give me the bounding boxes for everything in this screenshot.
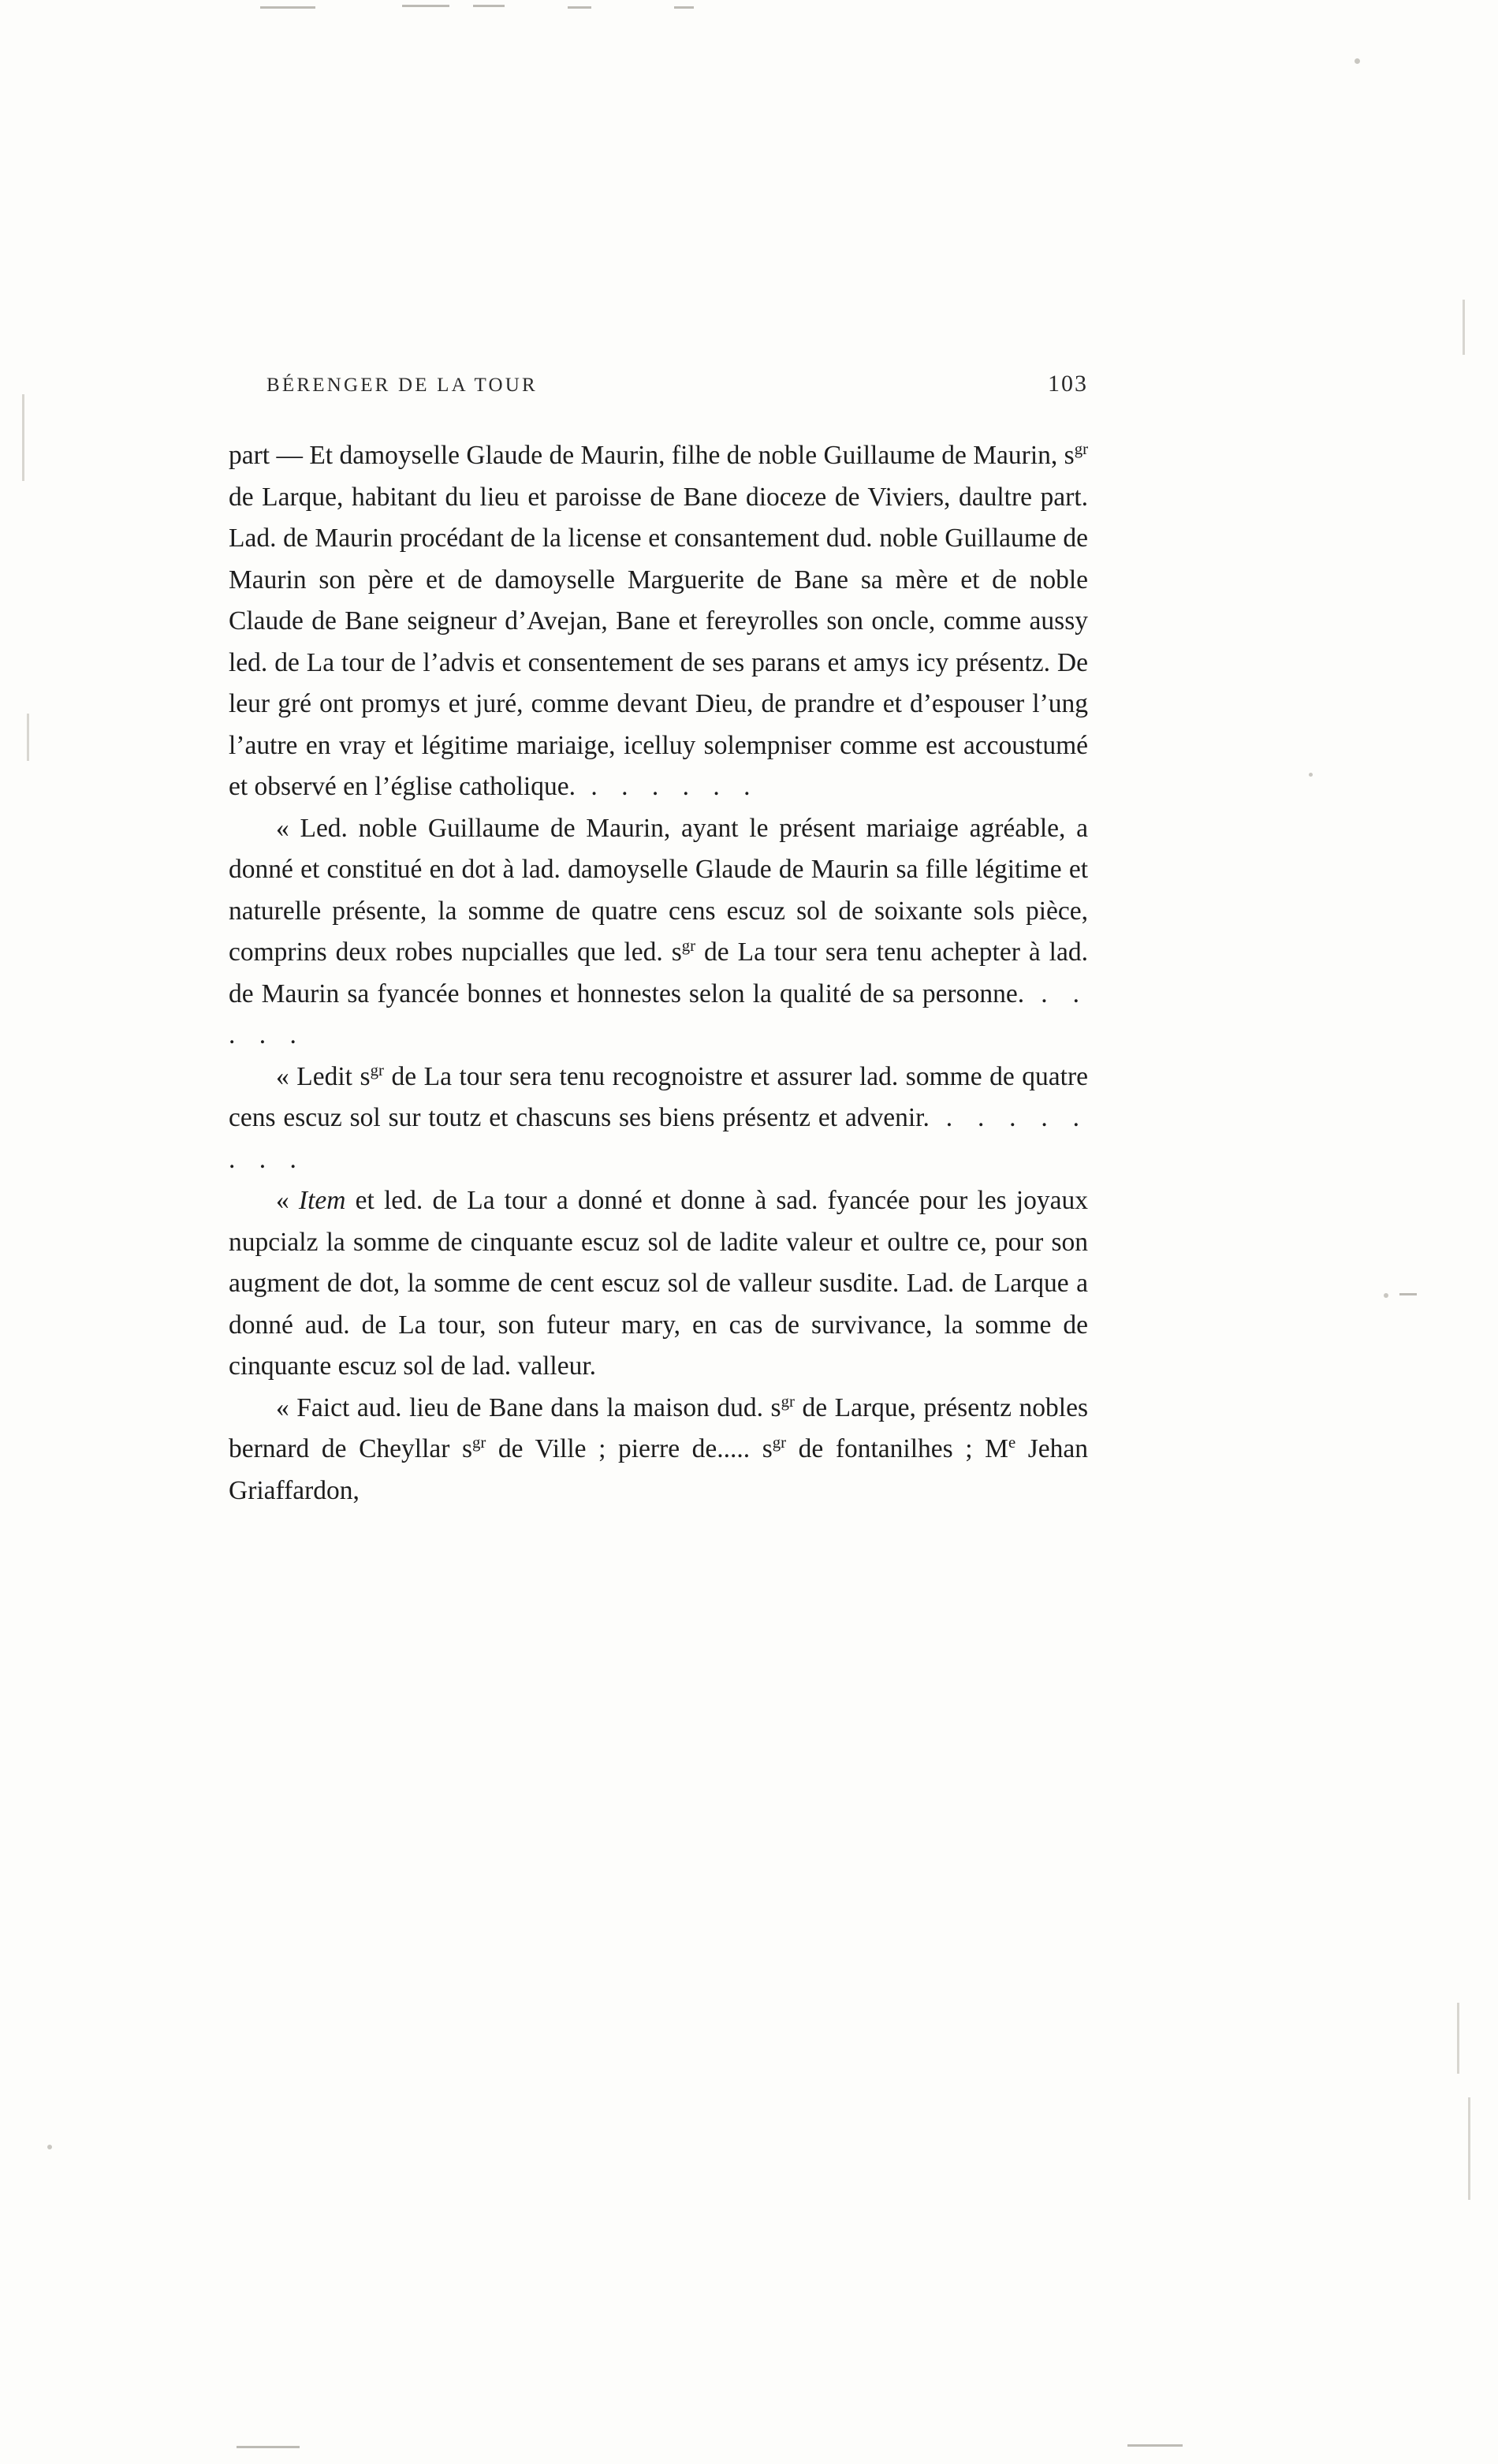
scan-artifact-top-2 xyxy=(402,5,449,7)
scan-speck-2 xyxy=(1309,773,1313,777)
running-head xyxy=(229,371,1088,397)
paragraph: « Item et led. de La tour a donné et donne à sad. fyancée pour les joyaux nupcialz la somme de cinquante escuz sol de ladite valeur et oultre ce, pour son augment de dot, la somme de cent escuz sol de valleur susdite. Lad. de Larque a donné aud. de La tour, son futeur mary, en cas de survivance, la somme de cinquante escuz sol de lad. valleur. xyxy=(229,1186,1088,1381)
page-title: BÉRENGER DE LA TOUR xyxy=(266,375,538,396)
scan-artifact-top-1 xyxy=(260,6,315,9)
paragraph: « Faict aud. lieu de Bane dans la maison dud. $s^{gr}$ de Larque, présentz nobles bernard de Cheyllar $s^{gr}$ de Ville ; pierre de..... $s^{gr}$ de fontanilhes ; Me Jehan Griaffardon, xyxy=(229,1392,1089,1505)
scan-artifact-top-5 xyxy=(674,6,694,9)
scan-speck-4 xyxy=(47,2145,52,2149)
scan-artifact-top-4 xyxy=(568,6,591,9)
paragraph: part — Et damoyselle Glaude de Maurin, filhe de noble Guillaume de Maurin, $s^{gr}$ de Larque, habitant du lieu et paroisse de Bane dioceze de Viviers, daultre part. Lad. de Maurin procédant de la license et consantement dud. noble Guillaume de Maurin son père et de damoyselle Marguerite de Bane sa mère et de noble Claude de Bane seigneur d’Avejan, Bane et fereyrolles son oncle, comme aussy led. de La tour de l’advis et consentement de ses parans et amys icy présentz. De leur gré ont promys et juré, comme devant Dieu, de prandre et d’espouser l’ung l’autre en vray et légitime mariaige, icelluy solempniser comme est accoustumé et observé en l’église catholique. . . . . . . xyxy=(229,439,1088,801)
scan-artifact-bottom-2 xyxy=(1127,2444,1183,2447)
scan-edge-left-1 xyxy=(22,394,24,481)
scan-edge-left-2 xyxy=(27,714,29,761)
scan-artifact-bottom-1 xyxy=(237,2446,300,2448)
body-text xyxy=(229,435,1088,1512)
scan-speck-1 xyxy=(1355,58,1360,64)
page-content xyxy=(229,371,1088,1512)
scan-speck-3 xyxy=(1384,1293,1388,1298)
paragraph: « Ledit $s^{gr}$ de La tour sera tenu recognoistre et assurer lad. somme de quatre cens escuz sol sur toutz et chascuns ses biens présentz et advenir. . . . . . . . . xyxy=(229,1061,1089,1174)
scan-edge-right-3 xyxy=(1468,2097,1470,2200)
paragraph: « Led. noble Guillaume de Maurin, ayant le présent mariaige agréable, a donné et constitué en dot à lad. damoyselle Glaude de Maurin sa fille légitime et naturelle présente, la somme de quatre cens escuz sol de soixante sols pièce, comprins deux robes nupcialles que led. $s^{gr}$ de La tour sera tenu achepter à lad. de Maurin sa fyancée bonnes et honnestes selon la qualité de sa personne. . . . . . xyxy=(229,813,1089,1049)
scan-speck-dash-right xyxy=(1399,1293,1417,1295)
scan-edge-right-1 xyxy=(1463,300,1465,355)
scan-artifact-top-3 xyxy=(473,5,505,7)
page-number: 103 xyxy=(1048,371,1088,397)
scan-edge-right-2 xyxy=(1457,2003,1459,2074)
